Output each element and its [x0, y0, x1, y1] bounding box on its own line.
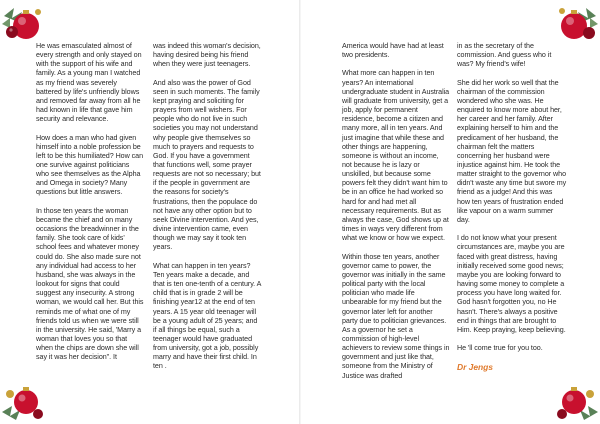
christmas-bauble-icon: [556, 382, 598, 422]
paragraph: What can happen in ten years? Ten years make a decade, and that is ten one-tenth of a century. A child that is in grade 2 will be finishing year12 at the end of ten years. A 15 year old teenager will be a young adult of 25 years; and if all things be equal, such a teenager would have graduated from university, got a job, possibly marry and have their first child. In ten .: [153, 261, 261, 371]
paragraph: Within those ten years, another governor came to power, the governor was initially in the same political party with the local politician who made life unbearable for my friend but the governor later left for another party due to politician grievances. As a governor he set a commission of high-level achievers to review some things in government and just like that, someone from the Ministry of Justice was drafted: [342, 252, 450, 380]
paragraph: What more can happen in ten years? An international undergraduate student in Australia will graduate from university, get a job, apply for permanent residence, become a citizen and many more, all in ten years. And just imagine that while these and other things are happening, someone is without an income, not because he is lazy or unskilled, but because some powers felt they didn't want him to be in an office he had worked so hard for and had met all necessary requirements. But as always the case, God shows up at times in ways very different from what we know or how we expect.: [342, 69, 450, 243]
text-column-2: [153, 42, 261, 372]
paragraph: America would have had at least two presidents.: [342, 42, 444, 60]
paragraph: How does a man who had given himself into a noble profession be left to be this humiliated? How can one survive against politicians who see themselves as the Alpha and Omega in society? Many questions but little answers.: [36, 133, 144, 197]
author-signature: Dr Jengs: [457, 362, 493, 373]
right-page: [300, 0, 600, 424]
paragraph: was indeed this woman's decision, having desired being his friend when they were just teenagers.: [153, 42, 261, 69]
christmas-bauble-icon: [556, 2, 598, 42]
text-column-1: [36, 42, 144, 362]
paragraph: I do not know what your present circumstances are, maybe you are faced with great distress, having initially received some good news; maybe you are looking forward to having some money to complete a process you have long waited for. God hasn't forgotten you, no He hasn't. There's always a positive end in things that are brought to Him. Keep praying, keep believing.: [457, 234, 566, 334]
christmas-bauble-icon: [2, 382, 44, 422]
paragraph: in as the secretary of the commission. And guess who it was? My friend's wife!: [457, 42, 552, 69]
text-column-4: [457, 42, 567, 373]
paragraph: He was emasculated almost of every strength and only stayed on with the support of his wife and family. As a young man I watched as my friend was severely battered by life's unfriendly blows and removed far away from all he had known in life that gave him security and relevance.: [36, 42, 142, 124]
text-column-3: [342, 42, 450, 381]
christmas-bauble-icon: [2, 2, 44, 42]
paragraph: He 'll come true for you too.: [457, 344, 543, 353]
paragraph: She did her work so well that the chairman of the commission wondered who she was. He enquired to know more about her, her career and her family. After explaining herself to him and the predicament of her husband, the chairman felt the matters concerning her husband were injustice against him. He took the matter straight to the governor who didn't waste any time but swore my friend as a judge! And this was how ten years of frustration ended like vapour on a warm summer day.: [457, 78, 567, 224]
paragraph: In those ten years the woman became the chief and on many occasions the breadwinner in the family. She took care of kids' school fees and whatever money could do. She also made sure not any individual had access to her husband, she was always in the lookout for signs that could suggest any insecurity. A strong woman, we would call her. But this reminds me of what one of my friends told us when we were still in the university. He said, 'Marry a woman that loves you so that when the chips are down she will say it was her decision". It: [36, 206, 144, 362]
paragraph: And also was the power of God seen in such moments. The family kept praying and soliciting for prayers from well wishers. For people who do not live in such societies you may not understand why people give themselves so much to prayers and requests to God. If you have a government that functions well, some prayer requests are not so necessary; but if the people in government are the reasons for society's frustrations, then the populace do not have any other option but to seek Divine intervention. And yes, divine intervention came, even though we may say it took ten years.: [153, 78, 261, 252]
